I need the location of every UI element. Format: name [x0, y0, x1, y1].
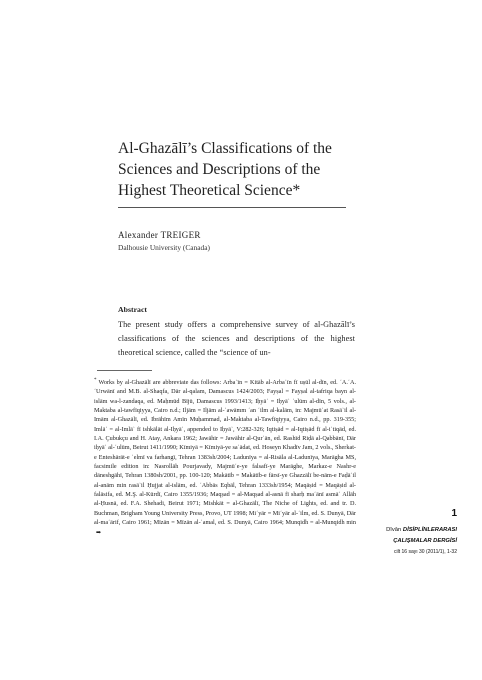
abstract-heading: Abstract — [118, 305, 148, 314]
page-number: 1 — [451, 508, 457, 519]
title-divider — [118, 207, 346, 208]
footnote — [94, 378, 356, 538]
footnote-marker: * — [94, 377, 97, 383]
continue-arrow-icon: ➡ — [96, 529, 102, 536]
footnote-text: Works by al-Ghazālī are abbreviate das follows: Arbaʿīn = Kitāb al-Arbaʿīn fī uṣūl al-dīn, ed. ʿA.ʿA. ʿUrwānī and M.B. al-Shaqfa, Dār al-qalam, Damascus 1424/2003; Fayṣal = Fayṣal al-tafriqa bayn al-islām wa-l-zandaqa, ed. Maḥmūd Bījū, Damascus 1993/1413; Iḥyāʾ = Iḥyāʾ ʿulūm al-dīn, 5 vols., al-Maktaba al-tawfīqiyya, Cairo n.d.; Iljām = Iljām al-ʿawāmm ʿan ʿilm al-kalām, in: Majmūʿat Rasāʾil al-Imām al-Ghazālī, ed. Ibrāhīm Amīn Muḥammad, al-Maktaba al-Tawfīqiyya, Cairo n.d., pp. 319-355; Imlāʾ = al-Imlāʾ fī ishkālāt al-Iḥyāʾ, appended to Iḥyāʾ, V:282-326; Iqtiṣād = al-Iqtiṣād fī al-iʿtiqād, ed. I.A. Çubukçu and H. Atay, Ankara 1962; Jawāhir = Jawāhir al-Qurʾān, ed. Rashīd Riḍā al-Qabbānī, Dār iḥyāʾ al-ʿulūm, Beirut 1411/1990; Kīmiyā = Kīmiyā-ye saʿādat, ed. Hoseyn Khadīv Jam, 2 vols., Sherkat-e Enteshārāt-e ʿelmī va farhangī, Tehran 1383sh/2004; Ladunīya = al-Risāla al-Ladunīya, Marāgha MS, facsimile edition in: Nasrollāh Pourjavady, Majmūʿe-ye falsafī-ye Marāghe, Markaz-e Nashr-e dāneshgāhī, Tehran 1380sh/2001, pp. 100-120; Makātīb = Makātīb-e fārsī-ye Ghazzālī be-nām-e Faḍāʾil al-anām min rasāʾil Ḥujjat al-islām, ed. ʿAbbās Eqbāl, Tehran 1333sh/1954; Maqāṣid = Maqāṣid al-falāsifa, ed. M.Ş. al-Kūrdī, Cairo 1355/1936; Maqṣad = al-Maqṣad al-asnā fī sharḥ maʿānī asmāʾ Allāh al-Ḥusnā, ed. F.A. Shehadi, Beirut 1971; Mishkāt = al-Ghazālī, The Niche of Lights, ed. and tr. D. Buchman, Brigham Young University Press, Provo, UT 1998; Miʿyār = Miʿyār al-ʿilm, ed. S. Dunyā, Dār al-maʿārif, Cairo 1961; Mīzān = Mīzān al-ʿamal, ed. S. Dunyā, Cairo 1964; Munqidh = al-Munqidh min — [94, 379, 356, 527]
journal-info — [372, 508, 457, 558]
journal-prefix: Dîvân — [386, 527, 402, 533]
author-name: Alexander TREIGER — [118, 230, 201, 240]
article-title: Al-Ghazālī’s Classifications of the Sciences and Descriptions of the Highest Theoretical Science* — [118, 140, 332, 199]
journal-name-line-1 — [372, 525, 457, 536]
journal-issue: cilt 16 sayı 30 (2011/1), 1-32 — [394, 549, 457, 555]
journal-name-line-2: ÇALIŞMALAR DERGİSİ — [393, 538, 457, 544]
abstract-text: The present study offers a comprehensive survey of al-Ghazālī’s classifications of the sciences and descriptions of the highest theoretical science, called the “science of un- — [118, 320, 355, 357]
author-affiliation: Dalhousie University (Canada) — [118, 243, 210, 252]
journal-name: DİSİPLİNLERARASI — [402, 527, 457, 533]
footnote-divider — [97, 370, 152, 371]
